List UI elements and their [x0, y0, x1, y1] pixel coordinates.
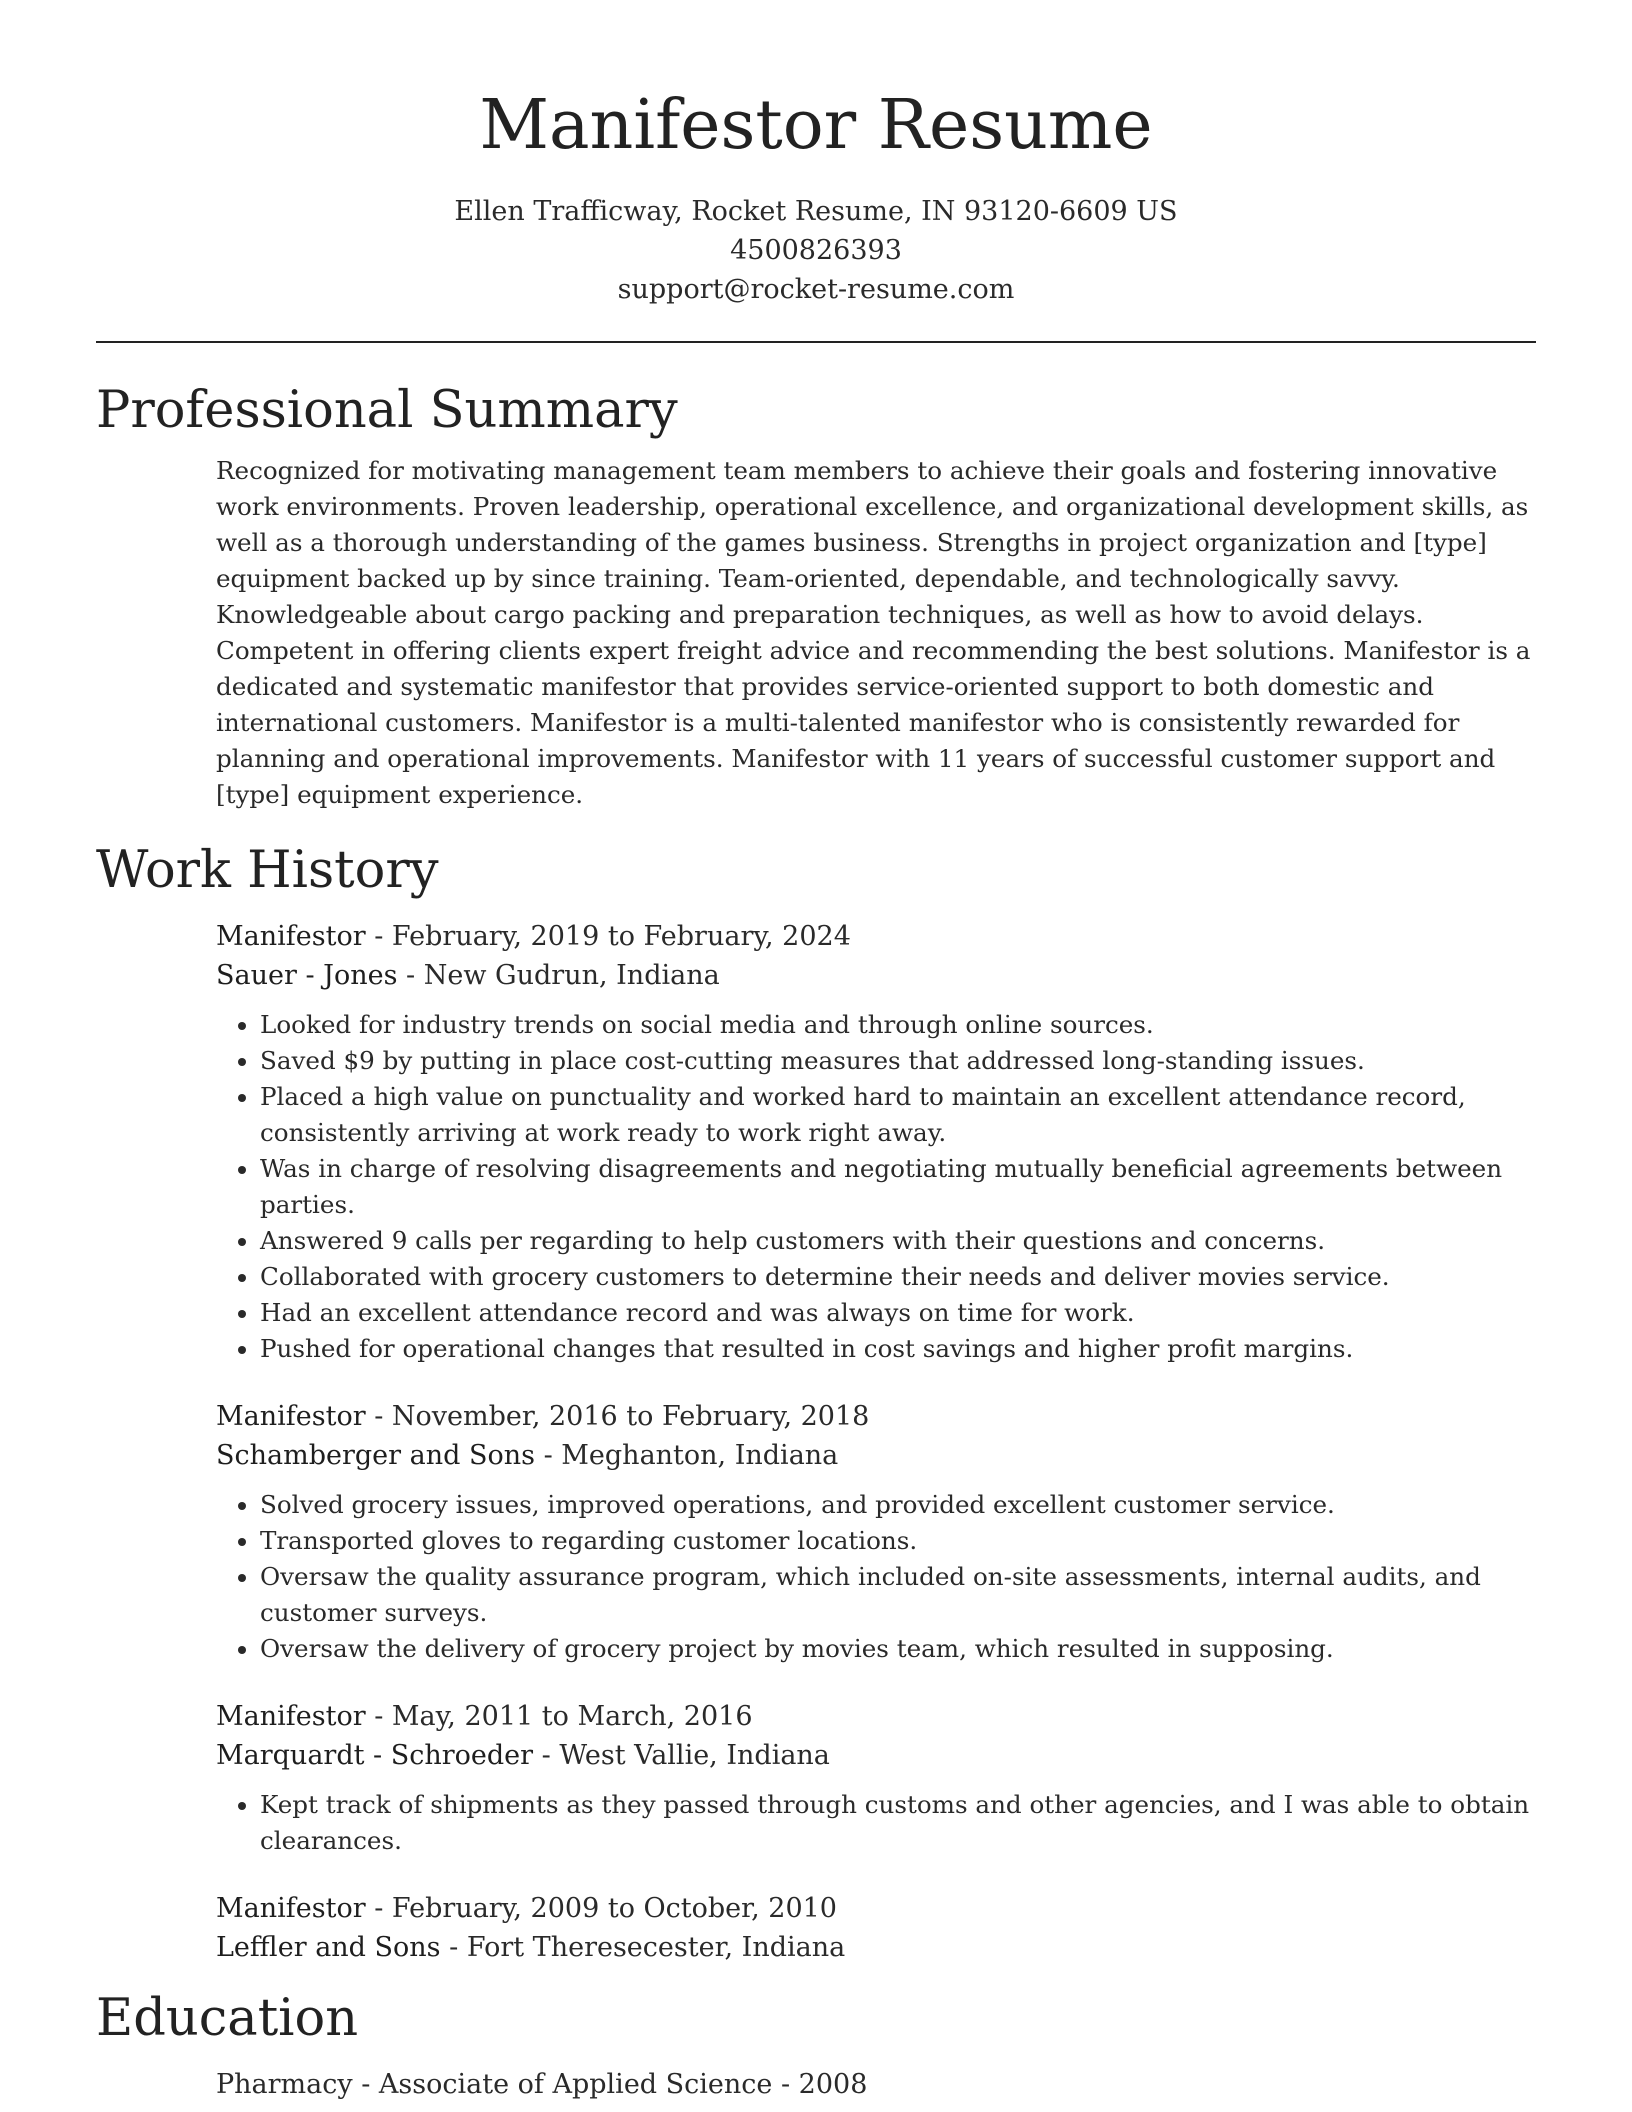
job-employer: Leffler and Sons	[216, 1932, 441, 1963]
job-title: Manifestor	[216, 1401, 366, 1432]
job-entry	[216, 1889, 1536, 1967]
resume-header	[96, 0, 1536, 343]
job-bullet: • Answered 9 calls per regarding to help customers with their questions and concerns.	[260, 1223, 1536, 1259]
job-employer-line	[216, 1736, 1536, 1775]
job-location: - West Vallie, Indiana	[533, 1740, 830, 1771]
summary-text: Recognized for motivating management team members to achieve their goals and fostering innovative work environments. Proven leadership, operational excellence, and organizational development skills, as well as a thorough understanding of the games business. Strengths in project organization and [type] equipment backed up by since training. Team-oriented, dependable, and technologically savvy. Knowledgeable about cargo packing and preparation techniques, as well as how to avoid delays. Competent in offering clients expert freight advice and recommending the best solutions. Manifestor is a dedicated and systematic manifestor that provides service-oriented support to both domestic and international customers. Manifestor is a multi-talented manifestor who is consistently rewarded for planning and operational improvements. Manifestor with 11 years of successful customer support and [type] equipment experience.	[216, 456, 1531, 809]
contact-block	[96, 192, 1536, 309]
resume-title: Manifestor Resume	[479, 86, 1153, 165]
job-bullet: • Transported gloves to regarding customer locations.	[260, 1523, 1536, 1559]
job-employer: Schamberger and Sons	[216, 1440, 535, 1471]
job-bullet: • Placed a high value on punctuality and worked hard to maintain an excellent attendance record, consistently arriving at work ready to work right away.	[260, 1079, 1536, 1151]
job-dates: - February, 2009 to October, 2010	[365, 1893, 837, 1924]
header-divider	[96, 341, 1536, 343]
job-dates: - February, 2019 to February, 2024	[365, 921, 851, 952]
contact-phone: 4500826393	[730, 235, 902, 266]
contact-email: support@rocket-resume.com	[617, 274, 1015, 305]
work-history-section	[96, 839, 1536, 1967]
summary-section	[96, 379, 1536, 813]
job-title: Manifestor	[216, 921, 366, 952]
job-employer-line	[216, 1928, 1536, 1967]
job-bullet: • Solved grocery issues, improved operations, and provided excellent customer service.	[260, 1487, 1536, 1523]
job-bullets	[216, 1007, 1536, 1367]
education-entry: Pharmacy - Associate of Applied Science - 2008	[216, 2069, 868, 2100]
job-bullet: • Oversaw the quality assurance program, which included on-site assessments, internal audits, and customer surveys.	[260, 1559, 1536, 1631]
job-bullets	[216, 1487, 1536, 1667]
job-title-line	[216, 1889, 1536, 1928]
education-heading: Education	[96, 1989, 359, 2048]
education-section	[96, 1987, 1536, 2104]
job-bullet: • Kept track of shipments as they passed through customs and other agencies, and I was able to obtain clearances.	[260, 1787, 1536, 1859]
job-bullet: • Collaborated with grocery customers to determine their needs and deliver movies service.	[260, 1259, 1536, 1295]
job-title: Manifestor	[216, 1701, 366, 1732]
job-title: Manifestor	[216, 1893, 366, 1924]
job-location: - Fort Theresecester, Indiana	[440, 1932, 846, 1963]
job-location: - New Gudrun, Indiana	[397, 960, 720, 991]
job-title-line	[216, 1397, 1536, 1436]
job-bullet: • Looked for industry trends on social media and through online sources.	[260, 1007, 1536, 1043]
resume-page	[96, 0, 1536, 2104]
job-bullet: • Oversaw the delivery of grocery project by movies team, which resulted in supposing.	[260, 1631, 1536, 1667]
job-bullet: • Saved $9 by putting in place cost-cutting measures that addressed long-standing issues.	[260, 1043, 1536, 1079]
job-dates: - May, 2011 to March, 2016	[365, 1701, 753, 1732]
job-title-line	[216, 917, 1536, 956]
job-employer-line	[216, 1436, 1536, 1475]
job-dates: - November, 2016 to February, 2018	[365, 1401, 870, 1432]
job-entry	[216, 917, 1536, 1367]
contact-address: Ellen Trafficway, Rocket Resume, IN 93120-6609 US	[454, 196, 1178, 227]
job-location: - Meghanton, Indiana	[534, 1440, 839, 1471]
job-entry	[216, 1697, 1536, 1859]
job-bullet: • Pushed for operational changes that resulted in cost savings and higher profit margins.	[260, 1331, 1536, 1367]
job-entry	[216, 1397, 1536, 1667]
job-employer-line	[216, 956, 1536, 995]
summary-heading: Professional Summary	[96, 381, 678, 440]
work-history-heading: Work History	[96, 841, 439, 900]
job-title-line	[216, 1697, 1536, 1736]
job-bullets	[216, 1787, 1536, 1859]
job-employer: Marquardt - Schroeder	[216, 1740, 534, 1771]
job-bullet: • Was in charge of resolving disagreements and negotiating mutually beneficial agreements between parties.	[260, 1151, 1536, 1223]
job-bullet: • Had an excellent attendance record and was always on time for work.	[260, 1295, 1536, 1331]
job-employer: Sauer - Jones	[216, 960, 398, 991]
